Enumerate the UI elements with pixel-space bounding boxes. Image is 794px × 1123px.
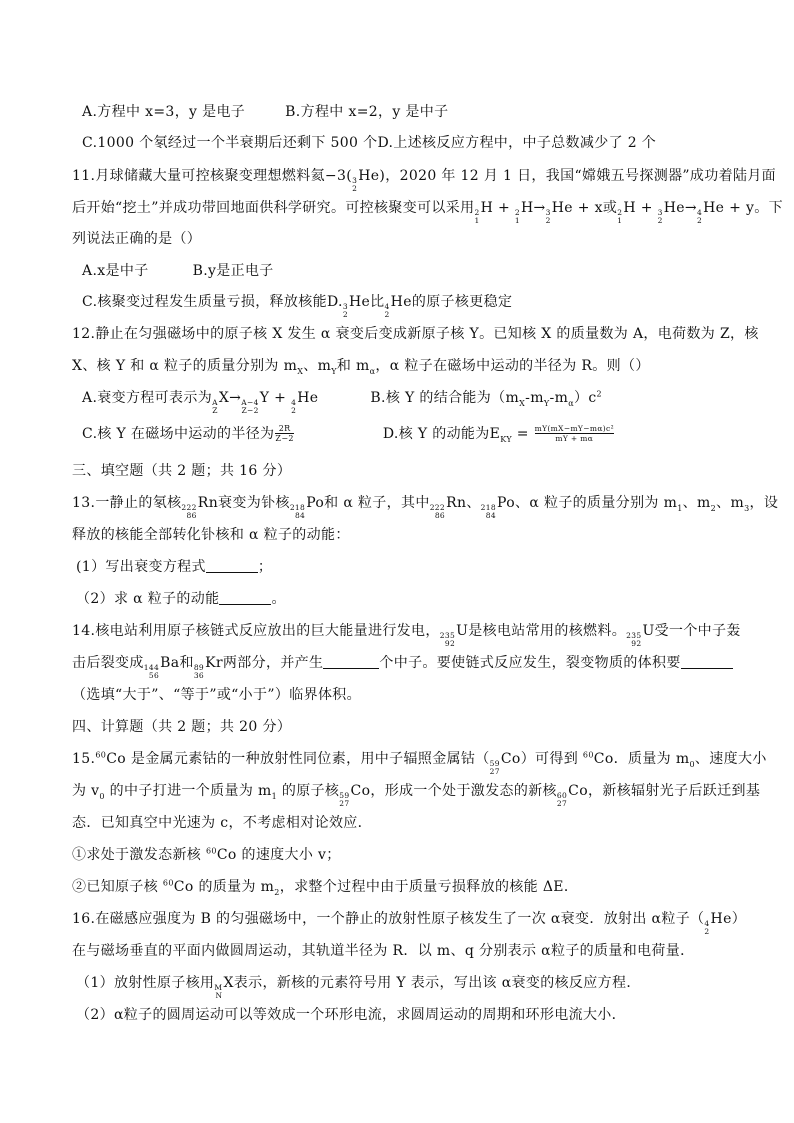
- q11-line1: 11.月球储藏大量可控核聚变理想燃料氦−3( 3 2 He)，2020 年 12 月 1 日，我国“嫦娥五号探测器”成功着陆月面: [72, 168, 777, 193]
- q14-line2: 击后裂变成 144 56 Ba和 89 36 Kr两部分，并产生 个中子。要使链式反应发生，裂变物质的体积要: [72, 654, 733, 680]
- q10-option-c: C.1000 个氡经过一个半衰期后还剩下 500 个: [82, 135, 378, 151]
- q13-sub1: (1）写出衰变方程式 ；: [76, 559, 273, 575]
- q13-line1: 13.一静止的氡核 222 86 Rn衰变为钋核 218 84 Po和 α 粒子，其中 222 86 Rn、 218 84 Po、α 粒子的质量分别为 $m_1$、$m_2$、$m_3$，设: [72, 495, 779, 520]
- q16-sub1: （1）放射性原子核用 M N X表示，新核的元素符号用 Y 表示，写出该 α衰变的核反应方程．: [76, 975, 641, 1000]
- q15-line1: 15.60Co 是金属元素钴的一种放射性同位素，用中子辐照金属钴（ 59 27 Co）可得到 $^{60}$Co．质量为 $m_0$、速度大小: [72, 750, 767, 776]
- q11-options-row2: [82, 293, 512, 319]
- q12-options-row1: [82, 389, 602, 415]
- q10-options-row2: [82, 134, 656, 152]
- q14-line3: （选填“大于”、“等于”或“小于”）临界体积。: [72, 687, 361, 703]
- q15-line2: 为 $v_0$ 的中子打进一个质量为 $m_1$ 的原子核 59 27 Co，形成一个处于激发态的新核 60 27 Co，新核辐射光子后跃迁到基: [72, 783, 761, 808]
- q12-option-d: D.核 Y 的动能为$E_{KY}$ = $\frac{\text{mY(mX−mY−mα)c²}}{mY + m\alpha}$: [382, 424, 614, 444]
- section-4-title: 四、计算题（共 2 题；共 20 分）: [72, 719, 292, 735]
- q12-options-row2: [82, 424, 615, 443]
- q15-line5: ②已知原子核 $^{60}$Co 的质量为 $m_2$，求整个过程中由于质量亏损释放的核能 ΔE．: [72, 878, 579, 897]
- q10-option-d: D.上述核反应方程中，中子总数减少了 2 个: [377, 135, 657, 151]
- q11-option-a: A.x是中子: [82, 263, 149, 279]
- q16-sub2: （2）α粒子的圆周运动可以等效成一个环形电流，求圆周运动的周期和环形电流大小．: [76, 1007, 627, 1023]
- q12-option-b: B.核 Y 的结合能为$(m_X-m_Y-m_\alpha)c^2$: [370, 389, 602, 408]
- q12-line2: X、核 Y 和 α 粒子的质量分别为 $m_X$、$m_Y$和 $m_\alpha$，α 粒子在磁场中运动的半径为 R。则（）: [72, 358, 650, 376]
- q11-option-b: B.y是正电子: [192, 263, 274, 279]
- q10-options-row1: [82, 103, 449, 121]
- q13-answer-blank-1[interactable]: [206, 558, 258, 573]
- q15-line3: 态．已知真空中光速为 c，不考虑相对论效应．: [72, 815, 372, 831]
- q11-option-d: D. 3 2 He比 4 2 He的原子核更稳定: [326, 294, 513, 319]
- q12-option-a: A.衰变方程可表示为 A Z X→ A−4 Z−2 Y + 4 2 He: [82, 390, 319, 415]
- q16-line2: 在与磁场垂直的平面内做圆周运动，其轨道半径为 R．以 m、q 分别表示 α粒子的质量和电荷量．: [72, 943, 695, 959]
- section-3-title: 三、填空题（共 2 题；共 16 分）: [72, 463, 292, 479]
- q11-option-c: C.核聚变过程发生质量亏损，释放核能: [82, 294, 327, 310]
- q10-option-b: B.方程中 x=2，y 是中子: [285, 104, 449, 120]
- q14-line1: 14.核电站利用原子核链式反应放出的巨大能量进行发电， 235 92 U是核电站常用的核燃料。 235 92 U受一个中子轰: [72, 623, 741, 648]
- q10-option-a: A.方程中 x=3，y 是电子: [82, 104, 246, 120]
- q12-line1: 12.静止在匀强磁场中的原子核 X 发生 α 衰变后变成新原子核 Y。已知核 X 的质量数为 A，电荷数为 Z，核: [72, 326, 759, 342]
- q13-answer-blank-2[interactable]: [219, 590, 271, 605]
- q13-sub2: （2）求 α 粒子的动能 。: [76, 591, 286, 607]
- nuclide-he3: 3 2 He: [352, 168, 380, 193]
- q14-answer-blank-2[interactable]: [681, 654, 733, 669]
- q11-options-row1: [82, 262, 274, 280]
- q11-line2: 后开始“挖土”并成功带回地面供科学研究。可控核聚变可以采用 2 1 H + 2 1 H→ 3 2 He + x或 2 1 H + 3 2 He→ 4 2 He + y。下: [72, 200, 783, 225]
- q15-line4: ①求处于激发态新核 $^{60}$Co 的速度大小 v；: [72, 846, 341, 863]
- q16-line1: 16.在磁感应强度为 B 的匀强磁场中，一个静止的放射性原子核发生了一次 α衰变．放射出 α粒子（ 4 2 He）: [72, 911, 747, 936]
- q12-option-c: C.核 Y 在磁场中运动的半径为 $\frac{2R}{Z-2}$: [82, 424, 294, 443]
- q14-answer-blank-1[interactable]: [323, 654, 379, 669]
- q11-line3: 列说法正确的是（）: [72, 231, 202, 247]
- q13-line2: 释放的核能全部转化钋核和 α 粒子的动能：: [72, 527, 350, 543]
